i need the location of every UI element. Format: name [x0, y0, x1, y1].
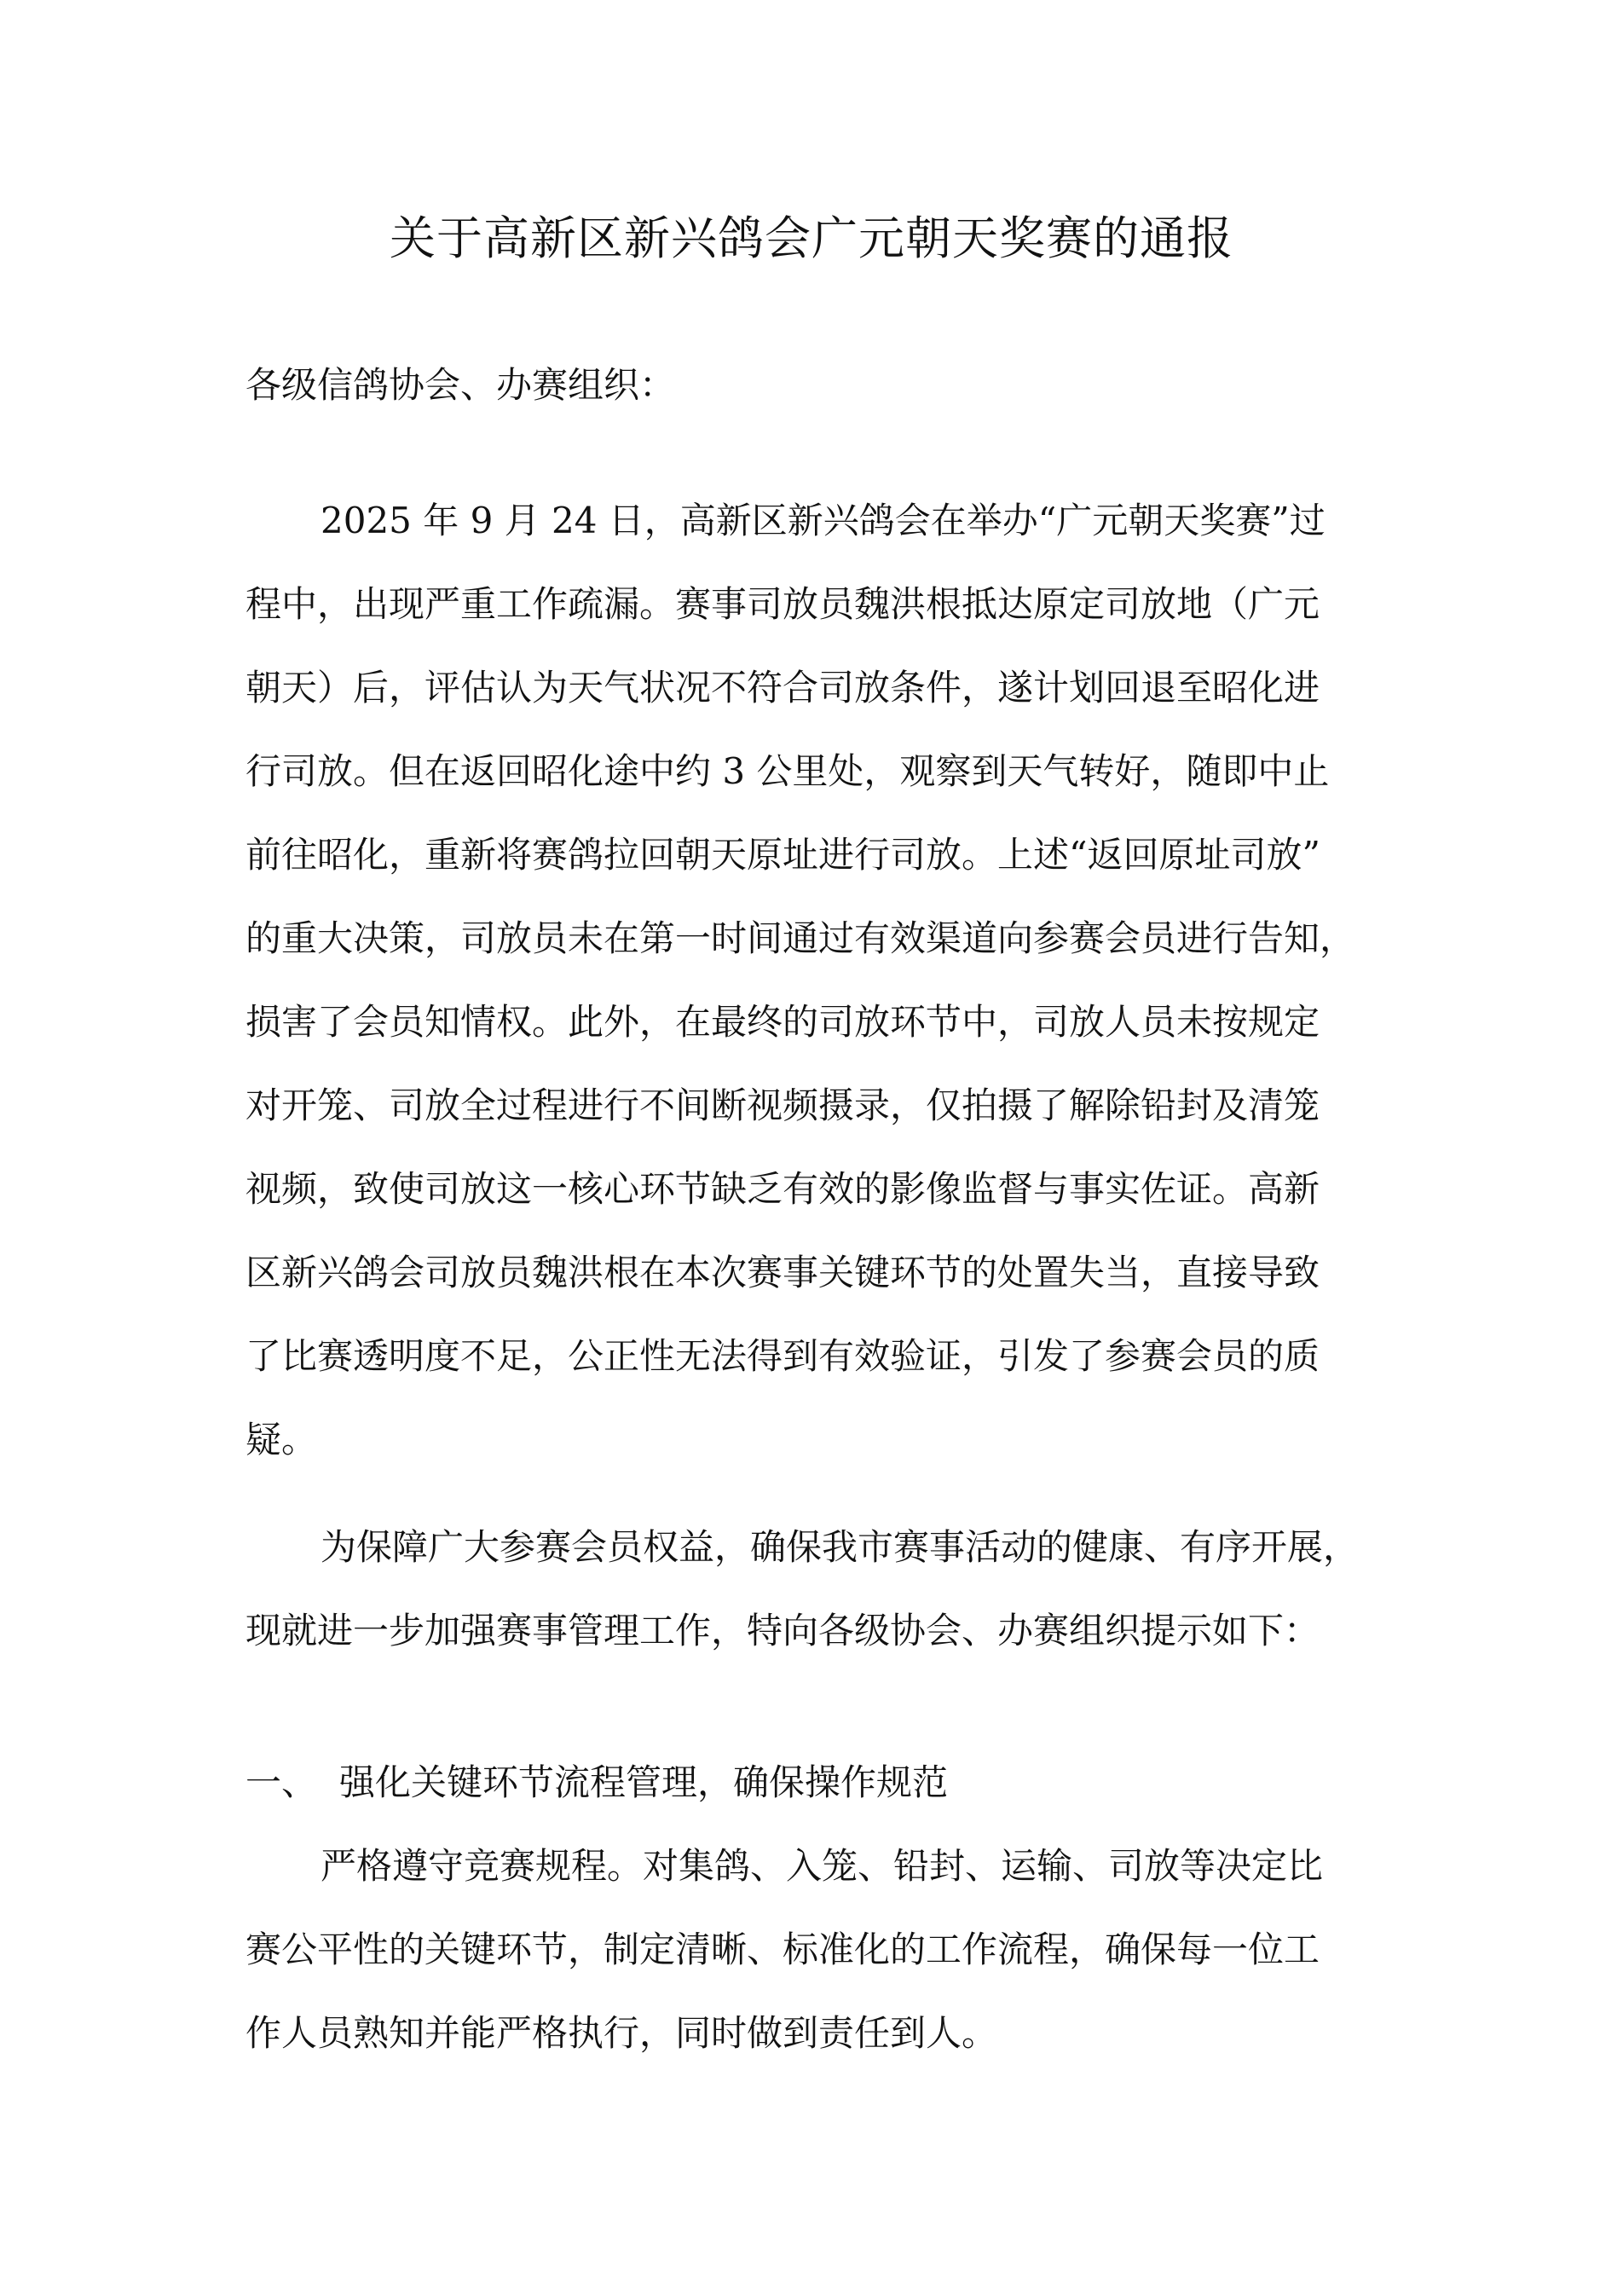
paragraph-line: 朝天）后，评估认为天气状况不符合司放条件，遂计划回退至昭化进 [245, 667, 1320, 708]
paragraph-line: 赛公平性的关键环节，制定清晰、标准化的工作流程，确保每一位工 [245, 1929, 1320, 1970]
paragraph-line: 严格遵守竞赛规程。对集鸽、入笼、铅封、运输、司放等决定比 [321, 1845, 1324, 1887]
paragraph-line: 2025 年 9 月 24 日，高新区新兴鸽会在举办“广元朝天奖赛”过 [321, 500, 1326, 541]
paragraph-line: 了比赛透明度不足，公正性无法得到有效验证，引发了参赛会员的质 [245, 1335, 1320, 1377]
paragraph-line: 作人员熟知并能严格执行，同时做到责任到人。 [245, 2012, 998, 2054]
section-number: 一、 [245, 1761, 318, 1803]
paragraph-line: 程中，出现严重工作疏漏。赛事司放员魏洪根抵达原定司放地（广元 [245, 583, 1320, 625]
section-heading-1 [245, 1741, 948, 1825]
paragraph-line: 疑。 [245, 1419, 318, 1460]
paragraph-line: 为保障广大参赛会员权益，确保我市赛事活动的健康、有序开展， [321, 1526, 1360, 1568]
paragraph-line: 现就进一步加强赛事管理工作，特向各级协会、办赛组织提示如下： [245, 1610, 1320, 1651]
section-heading-text: 强化关键环节流程管理，确保操作规范 [339, 1761, 949, 1803]
paragraph-line: 视频，致使司放这一核心环节缺乏有效的影像监督与事实佐证。高新 [245, 1168, 1320, 1210]
document-title: 关于高新区新兴鸽会广元朝天奖赛的通报 [390, 211, 1233, 265]
paragraph-line: 的重大决策，司放员未在第一时间通过有效渠道向参赛会员进行告知， [245, 917, 1356, 959]
paragraph-notice [245, 1506, 1388, 1673]
paragraph-line: 损害了会员知情权。此外，在最终的司放环节中，司放人员未按规定 [245, 1001, 1320, 1043]
paragraph-section-1 [245, 1825, 1388, 2075]
paragraph-line: 行司放。但在返回昭化途中约 3 公里处，观察到天气转好，随即中止 [245, 750, 1330, 792]
paragraph-line: 前往昭化，重新将赛鸽拉回朝天原址进行司放。上述“返回原址司放” [245, 834, 1320, 876]
salutation: 各级信鸽协会、办赛组织： [245, 364, 676, 406]
paragraph-line: 对开笼、司放全过程进行不间断视频摄录，仅拍摄了解除铅封及清笼 [245, 1084, 1320, 1126]
paragraph-incident [245, 479, 1388, 1482]
paragraph-line: 区新兴鸽会司放员魏洪根在本次赛事关键环节的处置失当，直接导致 [245, 1252, 1320, 1293]
